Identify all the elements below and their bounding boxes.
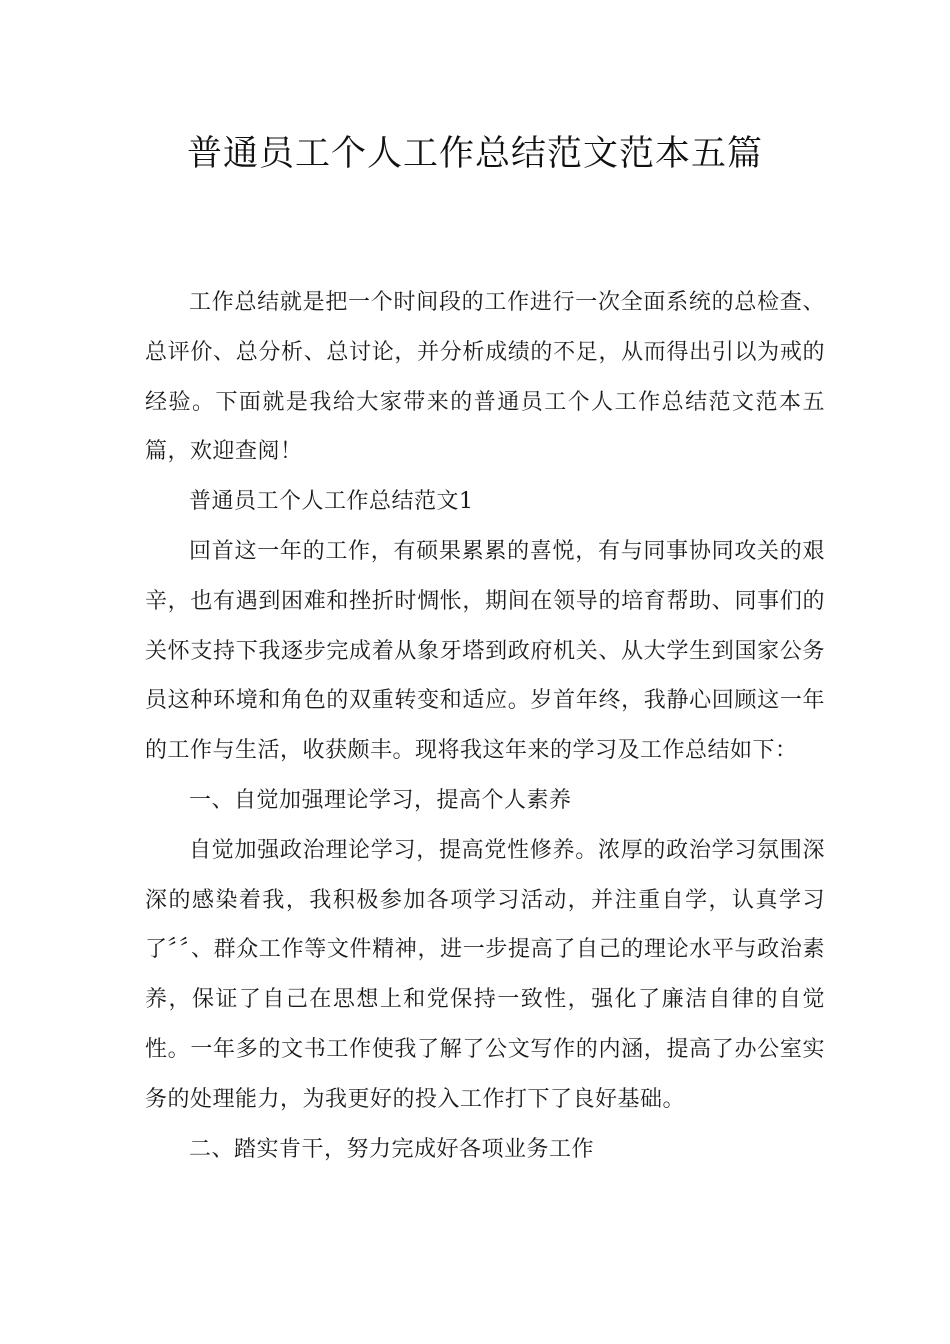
section-heading-sample-1: 普通员工个人工作总结范文1 — [189, 489, 474, 515]
document-title: 普通员工个人工作总结范文范本五篇 — [186, 134, 763, 174]
intro-paragraph: 工作总结就是把一个时间段的工作进行一次全面系统的总检查、总评价、总分析、总讨论，并分析成绩的不足，从而得出引以为戒的经验。下面就是我给大家带来的普通员工个人工作总结范文范本五篇，欢迎查阅！ — [145, 290, 825, 465]
body-paragraph-theory-study: 自觉加强政治理论学习，提高党性修养。浓厚的政治学习氛围深深的感染着我，我积极参加各项学习活动，并注重自学，认真学习了〞〞、群众工作等文件精神，进一步提高了自己的理论水平与政治素养，保证了自己在思想上和党保持一致性，强化了廉洁自律的自觉性。一年多的文书工作使我了解了公文写作的内涵，提高了办公室实务的处理能力，为我更好的投入工作打下了良好基础。 — [145, 837, 825, 1112]
document-body — [145, 278, 825, 1174]
section-heading-business-work: 二、踏实肯干，努力完成好各项业务工作 — [189, 1136, 595, 1162]
body-paragraph-review: 回首这一年的工作，有硕果累累的喜悦，有与同事协同攻关的艰辛，也有遇到困难和挫折时惆怅，期间在领导的培育帮助、同事们的关怀支持下我逐步完成着从象牙塔到政府机关、从大学生到国家公务员这种环境和角色的双重转变和适应。岁首年终，我静心回顾这一年的工作与生活，收获颇丰。现将我这年来的学习及工作总结如下： — [145, 538, 825, 764]
section-heading-theory-study: 一、自觉加强理论学习，提高个人素养 — [189, 787, 572, 813]
